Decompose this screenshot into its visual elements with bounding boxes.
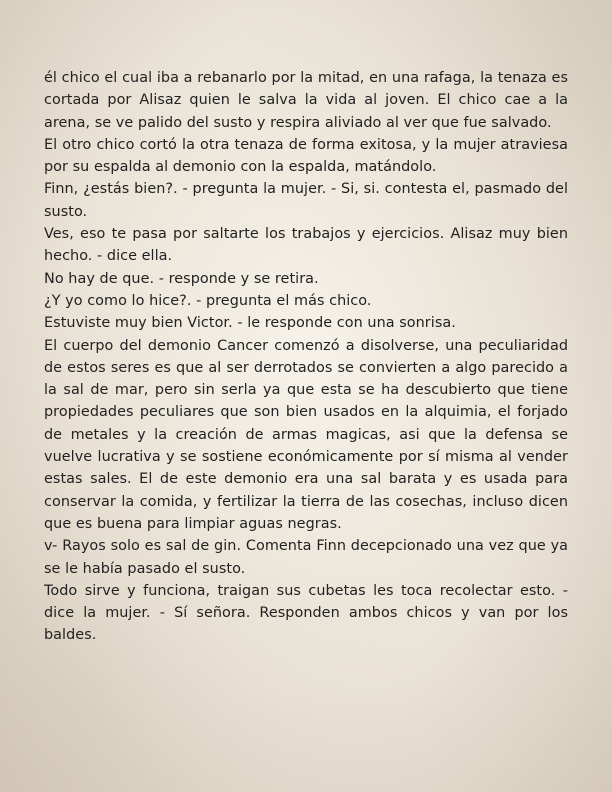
paragraph: No hay de que. - responde y se retira.	[44, 270, 319, 287]
paragraph: El otro chico cortó la otra tenaza de forma exitosa, y la mujer atraviesa por su espalda al demonio con la espalda, matándolo.	[44, 136, 568, 176]
paragraph: ¿Y yo como lo hice?. - pregunta el más chico.	[44, 292, 372, 309]
paragraph: él chico el cual iba a rebanarlo por la mitad, en una rafaga, la tenaza es cortada por Alisaz quien le salva la vida al joven. El chico cae a la arena, se ve palido del susto y respira aliviado al ver que fue salvado.	[44, 70, 568, 131]
paragraph: Ves, eso te pasa por saltarte los trabajos y ejercicios. Alisaz muy bien hecho. - dice ella.	[44, 226, 568, 265]
paragraph: v- Rayos solo es sal de gin. Comenta Finn decepcionado una vez que ya se le había pasado el susto.	[44, 538, 568, 577]
paragraph: Finn, ¿estás bien?. - pregunta la mujer. - Si, si. contesta el, pasmado del susto.	[44, 181, 568, 220]
story-text	[44, 67, 568, 647]
paragraph: Todo sirve y funciona, traigan sus cubetas les toca recolectar esto. - dice la mujer. - Sí señora. Responden ambos chicos y van por los baldes.	[44, 582, 568, 644]
paragraph: El cuerpo del demonio Cancer comenzó a disolverse, una peculiaridad de estos seres es que al ser derrotados se convierten a algo parecido a la sal de mar, pero sin serla ya que esta se ha descubierto que tiene propiedades peculiares que son bien usados en la alquimia, el forjado de metales y la creación de armas magicas, asi que la defensa se vuelve lucrativa y se sostiene económicamente por sí misma al vender estas sales. El de este demonio era una sal barata y es usada para conservar la comida, y fertilizar la tierra de las cosechas, incluso dicen que es buena para limpiar aguas negras.	[44, 337, 568, 532]
paragraph: Estuviste muy bien Victor. - le responde con una sonrisa.	[44, 315, 456, 332]
